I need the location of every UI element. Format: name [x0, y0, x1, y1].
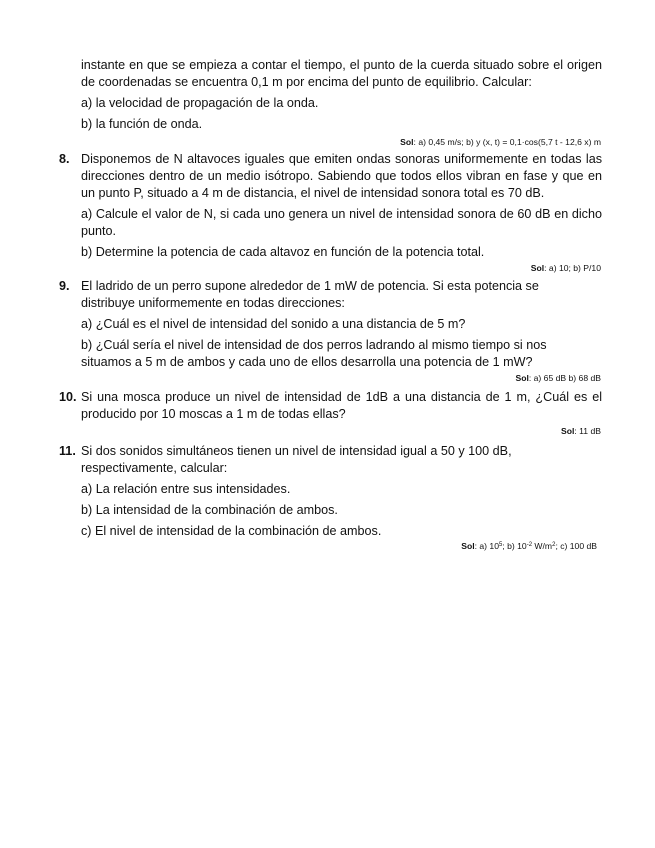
sol-text: : a) 10; b) P/10 — [544, 263, 601, 273]
problem-7-part-b: b) la función de onda. — [81, 117, 203, 131]
sol-text: : a) 0,45 m/s; b) y (x, t) = 0,1·cos(5,7 t - 12,6 x) m — [413, 137, 601, 147]
problem-9-part-b: b) ¿Cuál sería el nivel de intensidad de dos perros ladrando al mismo tiempo si nos situamos a 5 m de ambos y cada uno de ellos desarrolla una potencia de 1 mW? — [81, 338, 547, 369]
problem-8 — [81, 151, 602, 261]
sol-label: Sol — [515, 373, 529, 383]
problem-8-part-a: a) Calcule el valor de N, si cada uno genera un nivel de intensidad sonora de 60 dB en dicho punto. — [81, 207, 602, 238]
problem-11-part-c: c) El nivel de intensidad de la combinación de ambos. — [81, 524, 382, 538]
sol-text: : a) 65 dB b) 68 dB — [528, 373, 601, 383]
sol-label: Sol — [561, 426, 575, 436]
sol-b-exponent: -2 — [526, 542, 533, 548]
sol-text: : 11 dB — [574, 426, 601, 436]
sol-label: Sol — [530, 263, 545, 273]
problem-8-part-b: b) Determine la potencia de cada altavoz en función de la potencia total. — [81, 245, 485, 259]
problem-11 — [81, 443, 536, 540]
problem-10-statement: Si una mosca produce un nivel de intensidad de 1dB a una distancia de 1 m, ¿Cuál es el producido por 10 moscas a 1 m de todas ellas? — [81, 390, 602, 421]
sol-c: ; c) 100 dB — [555, 541, 597, 551]
problem-7-intro: instante en que se empieza a contar el tiempo, el punto de la cuerda situado sobre el origen de coordenadas se encuentra 0,1 m por encima del punto de equilibrio. Calcular: — [81, 58, 602, 89]
problem-10-number: 10. — [59, 390, 77, 404]
sol-label: Sol — [400, 137, 414, 147]
sol-b-unit-exponent: 2 — [552, 542, 556, 548]
sol-a-exponent: 5 — [498, 542, 503, 548]
problem-7-part-a: a) la velocidad de propagación de la onda. — [81, 96, 319, 110]
problem-9-solution — [515, 373, 601, 384]
sol-b-prefix: ; b) 10 — [502, 541, 527, 551]
sol-a-prefix: : a) 10 — [474, 541, 499, 551]
problem-9-number: 9. — [59, 279, 70, 293]
problem-10 — [81, 389, 602, 423]
problem-11-statement: Si dos sonidos simultáneos tienen un nivel de intensidad igual a 50 y 100 dB, respectivamente, calcular: — [81, 444, 512, 475]
sol-b-unit: W/m — [532, 541, 553, 551]
problem-7-solution — [400, 137, 601, 148]
problem-11-part-b: b) La intensidad de la combinación de ambos. — [81, 503, 338, 517]
problem-10-solution — [561, 426, 601, 437]
problem-11-number: 11. — [59, 444, 76, 458]
problem-9-statement: El ladrido de un perro supone alrededor de 1 mW de potencia. Si esta potencia se distribuye uniformemente en todas direcciones: — [81, 279, 539, 310]
problem-9 — [81, 278, 556, 371]
problem-7-continuation — [81, 57, 602, 133]
problem-11-solution — [461, 541, 597, 552]
sol-label: Sol — [461, 541, 475, 551]
problem-11-part-a: a) La relación entre sus intensidades. — [81, 482, 291, 496]
problem-8-solution — [531, 263, 601, 274]
problem-9-part-a: a) ¿Cuál es el nivel de intensidad del sonido a una distancia de 5 m? — [81, 317, 466, 331]
problem-8-number: 8. — [59, 152, 70, 166]
problem-8-statement: Disponemos de N altavoces iguales que emiten ondas sonoras uniformemente en todas las direcciones dentro de un medio isótropo. Sabiendo que todos ellos vibran en fase y que en un punto P, situado a 4 m de distancia, el nivel de intensidad sonora total es 70 dB. — [81, 152, 602, 200]
